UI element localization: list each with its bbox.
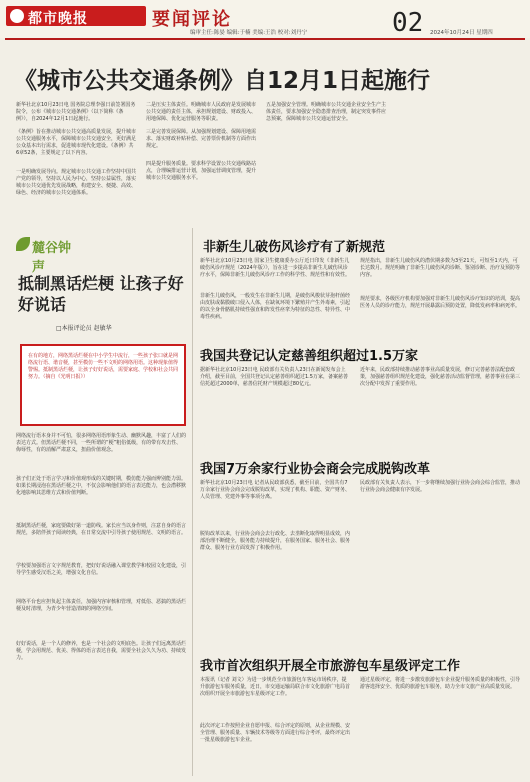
lead-paragraph: 五是加强安全管理。明确城市公共交通企业安全生产主体责任，要求加强安全隐患排查治理，制定突发事件应急预案，保障城市公共交通运营安全。 [266, 102, 387, 122]
article-paragraph: 非新生儿破伤风，一般发生在非新生儿期，是破伤风梭状芽孢杆菌经由皮肤或黏膜破口侵入人体，在缺氧环境下繁殖并产生外毒素，引起的以全身骨骼肌持续性强直和阵发性痉挛为特征的急性、特异性、中毒性疾病。 [200, 293, 351, 320]
article-paragraph: 规范要求，各级医疗机构要加强对非新生儿破伤风诊疗知识的培训，提高医务人员的诊疗能力，规范开展暴露后预防处置，降低发病率和病死率。 [360, 296, 521, 309]
article-headline[interactable]: 非新生儿破伤风诊疗有了新规范 [203, 240, 386, 255]
article-paragraph: 新华社北京10月23日电 国家卫生健康委办公厅近日印发《非新生儿破伤风诊疗规范（2024年版）》，旨在进一步提高非新生儿破伤风诊疗水平，保障非新生儿破伤风诊疗工作的科学性、规范性和有效性。 [200, 258, 351, 278]
article-paragraph: 据新华社北京10月23日电 民政部有关负责人23日在新闻发布会上介绍，截至目前，全国共登记认定慈善组织超过1.5万家，备案慈善信托超过2000单，慈善信托财产规模超过80亿元。 [200, 367, 348, 387]
lead-paragraph: 《条例》旨在推动城市公共交通高质量发展，提升城市公共交通服务水平，保障城市公共交通安全，更好满足公众基本出行需求，促进城市现代化建设。《条例》共6章52条，主要规定了以下内容。 [16, 129, 137, 156]
article-paragraph: 脱钩改革以来，行业协会商会去行政化、去垄断化取得明显成效，内部治理不断健全，服务能力持续提升，在服务国家、服务社会、服务群众、服务行业方面发挥了积极作用。 [200, 531, 351, 551]
sidebar-paragraph: 好好说话，是一个人的修养，也是一个社会的文明底色。让孩子们远离黑话烂梗，学会用规范、优美、得体的语言表达自我，需要全社会久久为功、持续发力。 [16, 641, 187, 661]
section-title: 要闻评论 [152, 9, 232, 30]
article-paragraph: 民政部有关负责人表示，下一步将继续加强行业协会商会综合监管，推动行业协会商会健康有序发展。 [360, 480, 521, 493]
sidebar-paragraph: 抵制黑话烂梗，家庭要做好第一道防线。家长应当以身作则，注意自身的语言规范，多陪伴孩子阅读经典，在日常交流中引导孩子使用规范、文明的语言。 [16, 523, 187, 536]
staff-line: 编审主任:陈晏 编辑:于楠 美编:王浩 校对:刘丹宁 [190, 30, 308, 36]
leaf-icon [16, 237, 30, 251]
article-headline[interactable]: 我市首次组织开展全市旅游包车星级评定工作 [200, 659, 461, 674]
sidebar-author: □本报评论员 赵敏华 [56, 325, 112, 332]
newspaper-name: 都市晚报 [28, 11, 88, 27]
article-headline[interactable]: 我国7万余家行业协会商会完成脱钩改革 [200, 462, 431, 477]
article-paragraph: 本报讯（记者 刘文）为进一步规范全市旅游包车客运市场秩序，提升旅游包车服务质量，近日，市交通运输局联合市文化旅游广电局首次组织开展全市旅游包车星级评定工作。 [200, 677, 351, 697]
column-tag: 麓谷钟声 [16, 237, 76, 253]
article-paragraph: 此次评定工作按照企业自愿申报、综合评定的原则，从企业规模、安全管理、服务质量、车辆技术等级等方面进行综合考评，最终评定出一批星级旅游包车企业。 [200, 723, 351, 743]
article-paragraph: 新华社北京10月23日电 记者从民政部获悉，截至目前，全国共有7万余家行业协会商会完成脱钩改革，实现了机构、职能、资产财务、人员管理、党建外事等事项分离。 [200, 480, 351, 500]
lead-paragraph: 一是明确发展导向。规定城市公共交通工作坚持中国共产党的领导，坚持以人民为中心，坚持公益属性，落实城市公共交通优先发展战略，构建安全、便捷、高效、绿色、经济的城市公共交通体系。 [16, 169, 137, 196]
sidebar-quote-box [20, 344, 186, 426]
sidebar-paragraph: 网络平台也应担负起主体责任，加强内容审核和管理，对低俗、恶搞的黑话烂梗及时清理，为青少年营造清朗的网络空间。 [16, 599, 187, 612]
article-headline[interactable]: 我国共登记认定慈善组织超过1.5万家 [200, 349, 419, 364]
lead-paragraph: 二是压实主体责任。明确城市人民政府是发展城市公共交通的责任主体，承担规划建设、财政投入、用地保障、优化运营服务等职责。 [146, 102, 257, 122]
sidebar-paragraph: 网络流行语本身并不可怕，很多网络用语形象生动、幽默风趣，丰富了人们的表达方式。但黑话烂梗不同，一些所谓的“梗”粗俗低级，有的带有攻击性、侮辱性，有的消解严肃意义，扭曲价值观念。 [16, 433, 187, 453]
sidebar-paragraph: 学校要加强语言文字规范教育，把好好说话融入课堂教学和校园文化建设，引导学生感受汉语之美，增强文化自信。 [16, 563, 187, 576]
date-line: 2024年10月24日 星期四 [430, 30, 493, 36]
column-divider [192, 228, 193, 776]
sidebar-paragraph: 孩子们正处于语言学习和价值观形成的关键时期，模仿能力强而辨别能力弱。如果长期浸泡在黑话烂梗之中，不仅会影响他们的语言表达能力，也会潜移默化地影响其思维方式和价值判断。 [16, 476, 187, 496]
sun-logo-icon [10, 9, 24, 23]
lead-paragraph: 四是提升服务质量。要求科学设置公共交通线路站点，合理编排运营计划，加强运营调度管理，提升城市公共交通服务水平。 [146, 161, 257, 181]
article-paragraph: 近年来，民政部持续推动慈善事业高质量发展，修订完善慈善法配套政策，加强慈善组织规范化建设，强化慈善活动监督管理，慈善事业在第三次分配中发挥了重要作用。 [360, 367, 521, 387]
article-paragraph: 规范指出，非新生儿破伤风的潜伏期多数为3至21天，可短至1天内，可长达数月。规范明确了非新生儿破伤风的诊断、鉴别诊断、治疗及预防等内容。 [360, 258, 521, 278]
article-paragraph: 通过星级评定，将进一步激发旅游包车企业提升服务质量的积极性，引导游客选择安全、优质的旅游包车服务，助力全市文旅产业高质量发展。 [360, 677, 521, 690]
page-number: 02 [392, 8, 424, 38]
quote-text: 在有的地方，网络黑话烂梗在中小学生中流行，一些孩子张口就是网络流行语、谐音梗，甚至模仿一些不文明的网络用语。这种现象值得警惕。抵制黑话烂梗，让孩子好好说话，需要家庭、学校和社会共同努力。（摘自《光明日报》） [28, 353, 179, 380]
lead-paragraph: 三是完善发展保障。从加强规划建设、保障用地需求、落实财政补贴补偿、完善票价机制等方面作出规定。 [146, 129, 257, 149]
lead-headline[interactable]: 《城市公共交通条例》自12月1日起施行 [14, 68, 431, 94]
header-rule [5, 38, 525, 40]
lead-paragraph: 新华社北京10月23日电 国务院总理李强日前签署国务院令，公布《城市公共交通条例》（以下简称《条例》），自2024年12月1日起施行。 [16, 102, 136, 122]
logo-bar[interactable] [6, 6, 146, 26]
masthead [0, 0, 530, 38]
sidebar-headline[interactable]: 抵制黑话烂梗 让孩子好好说话 [18, 274, 184, 314]
